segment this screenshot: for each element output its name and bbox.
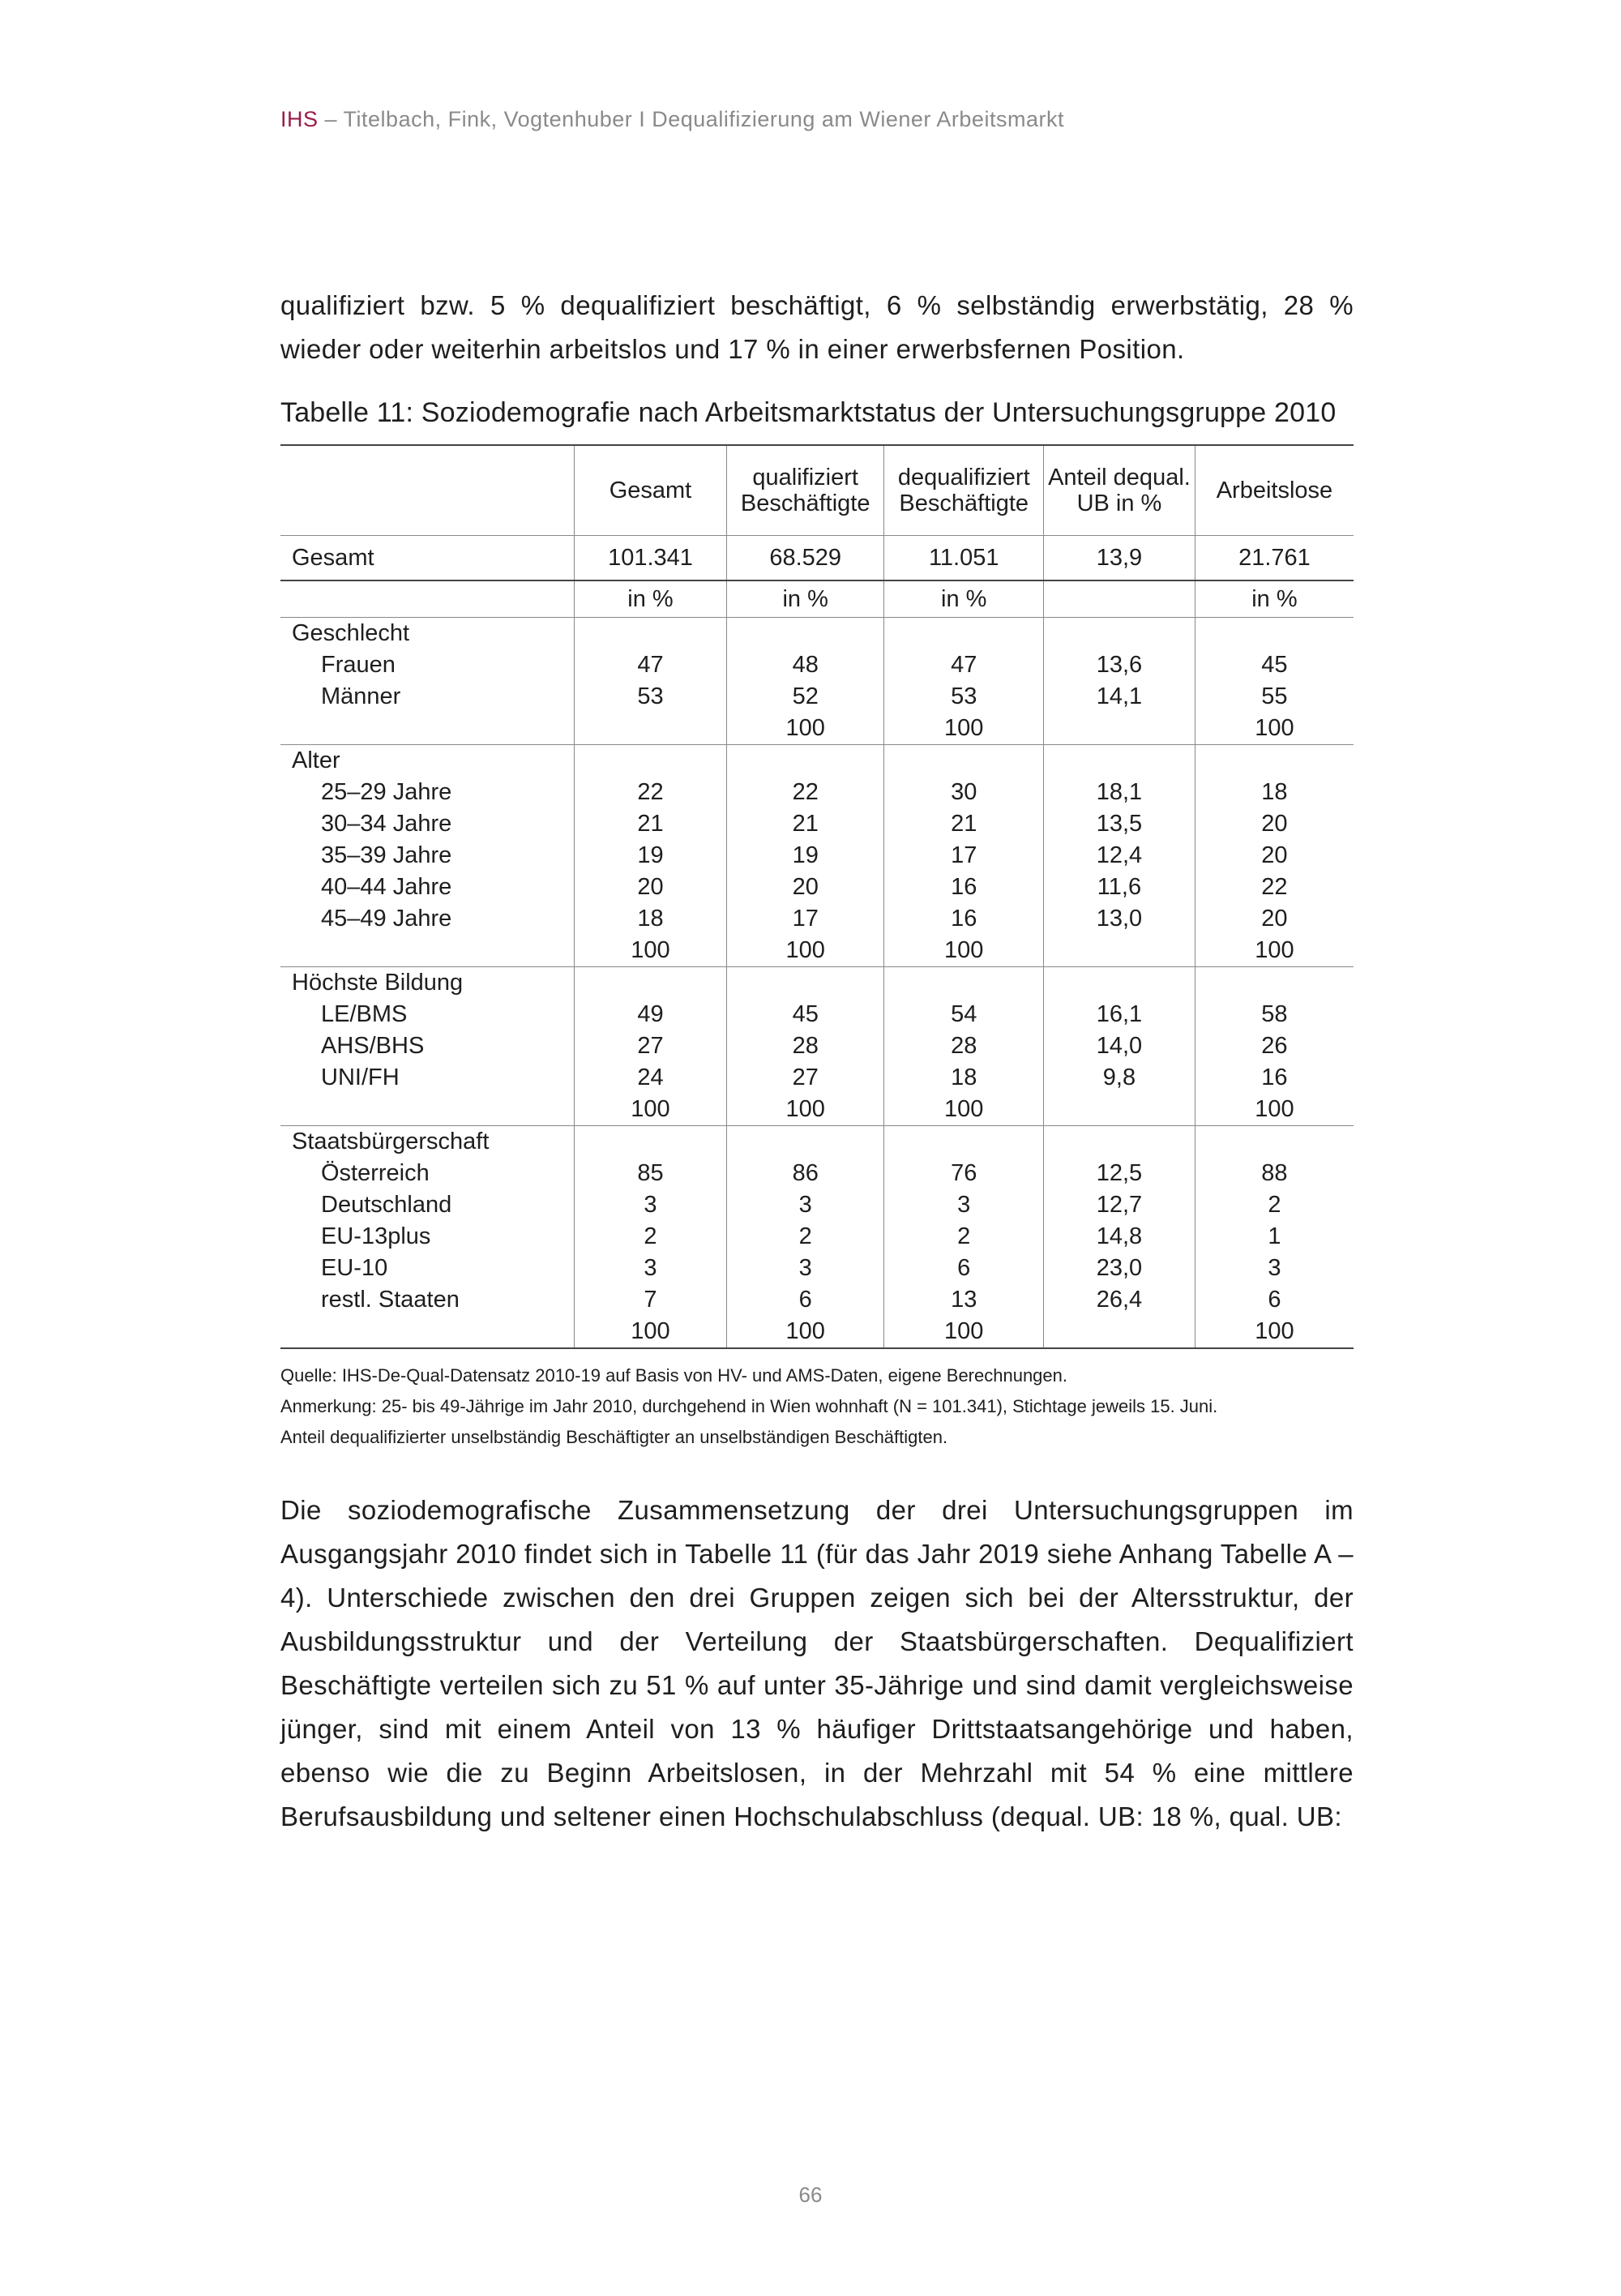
cell-value [1044, 935, 1195, 967]
row-label: 40–44 Jahre [280, 872, 574, 903]
cell-value: 53 [884, 681, 1044, 713]
empty-cell [574, 618, 726, 650]
cell-value: 100 [884, 1316, 1044, 1348]
cell-value: 16 [884, 903, 1044, 935]
table-row [280, 1062, 1354, 1094]
empty-cell [726, 745, 883, 777]
table-row [280, 999, 1354, 1030]
cell-value: 100 [884, 1094, 1044, 1126]
cell-value: 100 [884, 935, 1044, 967]
cell-value: 3 [726, 1253, 883, 1284]
cell-value: 58 [1261, 1001, 1288, 1027]
empty-cell [1195, 618, 1354, 650]
cell-value: 48 [726, 649, 883, 681]
cell-value: 18 [574, 903, 726, 935]
table-row [280, 808, 1354, 840]
cell-value: 21.761 [1195, 536, 1354, 581]
cell-value: 100 [1195, 935, 1354, 967]
group-title-row [280, 1126, 1354, 1159]
cell-value: 68.529 [726, 536, 883, 581]
cell-value: 100 [884, 713, 1044, 745]
note-source: Quelle: IHS-De-Qual-Datensatz 2010-19 auf Basis von HV- und AMS-Daten, eigene Berechnungen. [280, 1365, 1067, 1386]
cell-value: 3 [574, 1253, 726, 1284]
cell-value: 6 [726, 1284, 883, 1316]
row-label: Deutschland [280, 1189, 574, 1221]
header-cell: Gesamt [574, 445, 726, 536]
row-label: EU-13plus [280, 1221, 574, 1253]
cell-value [574, 713, 726, 745]
cell-value: 23,0 [1044, 1253, 1195, 1284]
table-notes [280, 1360, 1354, 1453]
header-cell: Anteil dequal. UB in % [1044, 445, 1195, 536]
row-label: Österreich [280, 1158, 574, 1189]
empty-cell [726, 618, 883, 650]
row-label: Männer [280, 681, 574, 713]
empty-cell [726, 1126, 883, 1159]
table-row [280, 1158, 1354, 1189]
cell-value: 21 [884, 808, 1044, 840]
row-label: Frauen [280, 649, 574, 681]
cell-value: 3 [726, 1189, 883, 1221]
cell-value: 19 [726, 840, 883, 872]
cell-value: 7 [574, 1284, 726, 1316]
row-label: UNI/FH [280, 1062, 574, 1094]
table-row [280, 777, 1354, 808]
cell-value: 13,0 [1044, 903, 1195, 935]
row-label: 35–39 Jahre [280, 840, 574, 872]
row-label: restl. Staaten [280, 1284, 574, 1316]
table-row [280, 713, 1354, 745]
cell-value: 19 [574, 840, 726, 872]
table-row [280, 1221, 1354, 1253]
cell-value: 20 [574, 872, 726, 903]
cell-value: 100 [726, 1316, 883, 1348]
cell-value: 2 [1268, 1192, 1281, 1218]
row-label [280, 713, 574, 745]
intro-paragraph: qualifiziert bzw. 5 % dequalifiziert beschäftigt, 6 % selbständig erwerbstätig, 28 % wieder oder weiterhin arbeitslos und 17 % in einer erwerbsfernen Position. [280, 290, 1354, 364]
cell-value: 2 [574, 1221, 726, 1253]
cell-value: 22 [1261, 874, 1288, 900]
note-remark: Anmerkung: 25- bis 49-Jährige im Jahr 2010, durchgehend in Wien wohnhaft (N = 101.341), Stichtage jeweils 15. Juni. [280, 1396, 1218, 1416]
row-label: 30–34 Jahre [280, 808, 574, 840]
row-label: 25–29 Jahre [280, 777, 574, 808]
cell-value: 45 [726, 999, 883, 1030]
unit-cell: in % [726, 580, 883, 618]
running-header [280, 107, 1064, 132]
table-row [280, 872, 1354, 903]
row-label: AHS/BHS [280, 1030, 574, 1062]
table-caption: Tabelle 11: Soziodemografie nach Arbeitsmarktstatus der Untersuchungsgruppe 2010 [280, 397, 1337, 428]
empty-cell [574, 967, 726, 1000]
row-label [280, 935, 574, 967]
note-definition: Anteil dequalifizierter unselbständig Beschäftigter an unselbständigen Beschäftigten. [280, 1427, 948, 1447]
empty-cell [884, 618, 1044, 650]
cell-value: 18 [884, 1062, 1044, 1094]
cell-value: 54 [884, 999, 1044, 1030]
empty-cell [884, 967, 1044, 1000]
cell-value: 28 [726, 1030, 883, 1062]
unit-cell: in % [884, 580, 1044, 618]
cell-value: 30 [884, 777, 1044, 808]
empty-cell [1195, 1126, 1354, 1159]
table-row [280, 681, 1354, 713]
cell-value: 11.051 [884, 536, 1044, 581]
row-label [280, 1316, 574, 1348]
table-header-row [280, 445, 1354, 536]
cell-value: 3 [1268, 1255, 1281, 1281]
header-cell: dequalifiziert Beschäftigte [884, 445, 1044, 536]
empty-cell [884, 1126, 1044, 1159]
row-label [280, 1094, 574, 1126]
unit-cell [1044, 580, 1195, 618]
cell-value: 20 [1261, 811, 1288, 837]
cell-value: 1 [1268, 1223, 1281, 1249]
cell-value: 100 [726, 713, 883, 745]
table-row [280, 1284, 1354, 1316]
table-row [280, 840, 1354, 872]
table-row [280, 1316, 1354, 1348]
header-cell: Arbeitslose [1195, 445, 1354, 536]
cell-value: 16,1 [1044, 999, 1195, 1030]
cell-value [1044, 1094, 1195, 1126]
cell-value: 17 [884, 840, 1044, 872]
unit-cell [280, 580, 574, 618]
cell-value: 28 [884, 1030, 1044, 1062]
empty-cell [884, 745, 1044, 777]
cell-value: 13,9 [1044, 536, 1195, 581]
header-title: – Titelbach, Fink, Vogtenhuber I Dequalifizierung am Wiener Arbeitsmarkt [318, 107, 1064, 131]
cell-value: 20 [1261, 842, 1288, 868]
cell-value: 47 [884, 649, 1044, 681]
group-title: Staatsbürgerschaft [280, 1126, 574, 1159]
empty-cell [726, 967, 883, 1000]
table-row [280, 1189, 1354, 1221]
sociodemographic-table [280, 444, 1354, 1349]
row-label: EU-10 [280, 1253, 574, 1284]
unit-row [280, 580, 1354, 618]
cell-value: 22 [574, 777, 726, 808]
row-label: LE/BMS [280, 999, 574, 1030]
cell-value: 12,5 [1044, 1158, 1195, 1189]
row-label: Gesamt [280, 536, 574, 581]
group-title: Höchste Bildung [280, 967, 574, 1000]
group-title-row [280, 618, 1354, 650]
cell-value: 100 [1195, 713, 1354, 745]
cell-value: 21 [574, 808, 726, 840]
table-row [280, 1253, 1354, 1284]
cell-value: 3 [574, 1189, 726, 1221]
cell-value: 2 [726, 1221, 883, 1253]
cell-value: 55 [1261, 683, 1288, 709]
cell-value: 20 [726, 872, 883, 903]
group-title: Geschlecht [280, 618, 574, 650]
cell-value: 85 [574, 1158, 726, 1189]
table-row [280, 935, 1354, 967]
cell-value: 2 [884, 1221, 1044, 1253]
cell-value: 20 [1261, 906, 1288, 932]
empty-cell [574, 745, 726, 777]
cell-value: 88 [1261, 1160, 1288, 1186]
body-paragraph: Die soziodemografische Zusammensetzung der drei Untersuchungsgruppen im Ausgangsjahr 2010 findet sich in Tabelle 11 (für das Jahr 2019 siehe Anhang Tabelle A – 4). Unterschiede zwischen den drei Gruppen zeigen sich bei der Altersstruktur, der Ausbildungsstruktur und der Verteilung der Staatsbürgerschaften. Dequalifiziert Beschäftigte verteilen sich zu 51 % auf unter 35-Jährige und sind damit vergleichsweise jünger, sind mit einem Anteil von 13 % häufiger Drittstaatsangehörige und haben, ebenso wie die zu Beginn Arbeitslosen, in der Mehrzahl mit 54 % eine mittlere Berufsausbildung und seltener einen Hochschulabschluss (dequal. UB: 18 %, qual. UB: [280, 1495, 1354, 1831]
row-label: 45–49 Jahre [280, 903, 574, 935]
cell-value: 52 [726, 681, 883, 713]
cell-value: 9,8 [1044, 1062, 1195, 1094]
table-row [280, 649, 1354, 681]
cell-value: 6 [884, 1253, 1044, 1284]
cell-value: 13,5 [1044, 808, 1195, 840]
cell-value: 100 [1195, 1094, 1354, 1126]
cell-value: 100 [726, 1094, 883, 1126]
cell-value: 18 [1261, 779, 1288, 805]
cell-value: 27 [726, 1062, 883, 1094]
cell-value: 12,4 [1044, 840, 1195, 872]
cell-value [1044, 713, 1195, 745]
cell-value: 6 [1268, 1287, 1281, 1313]
cell-value: 14,0 [1044, 1030, 1195, 1062]
header-cell [280, 445, 574, 536]
cell-value: 26,4 [1044, 1284, 1195, 1316]
unit-cell: in % [574, 580, 726, 618]
table-row [280, 1094, 1354, 1126]
cell-value: 100 [574, 1316, 726, 1348]
group-title-row [280, 745, 1354, 777]
table-row [280, 1030, 1354, 1062]
cell-value: 86 [726, 1158, 883, 1189]
cell-value: 53 [574, 681, 726, 713]
empty-cell [1044, 967, 1195, 1000]
cell-value: 49 [574, 999, 726, 1030]
table-row [280, 903, 1354, 935]
empty-cell [574, 1126, 726, 1159]
unit-cell: in % [1195, 580, 1354, 618]
cell-value: 16 [1261, 1064, 1288, 1090]
cell-value: 17 [726, 903, 883, 935]
group-title-row [280, 967, 1354, 1000]
cell-value: 27 [574, 1030, 726, 1062]
cell-value: 101.341 [574, 536, 726, 581]
header-cell: qualifiziert Beschäftigte [726, 445, 883, 536]
empty-cell [1044, 745, 1195, 777]
cell-value: 13,6 [1044, 649, 1195, 681]
cell-value: 76 [884, 1158, 1044, 1189]
cell-value: 16 [884, 872, 1044, 903]
cell-value: 45 [1261, 652, 1288, 678]
header-brand: IHS [280, 107, 319, 131]
group-title: Alter [280, 745, 574, 777]
cell-value: 13 [884, 1284, 1044, 1316]
cell-value: 14,8 [1044, 1221, 1195, 1253]
cell-value: 100 [574, 1094, 726, 1126]
empty-cell [1195, 967, 1354, 1000]
cell-value: 18,1 [1044, 777, 1195, 808]
cell-value: 24 [574, 1062, 726, 1094]
empty-cell [1044, 1126, 1195, 1159]
cell-value: 22 [726, 777, 883, 808]
cell-value: 14,1 [1044, 681, 1195, 713]
cell-value [1044, 1316, 1195, 1348]
cell-value: 12,7 [1044, 1189, 1195, 1221]
page-number: 66 [798, 2182, 823, 2207]
total-row [280, 536, 1354, 581]
cell-value: 21 [726, 808, 883, 840]
empty-cell [1044, 618, 1195, 650]
cell-value: 100 [726, 935, 883, 967]
cell-value: 11,6 [1044, 872, 1195, 903]
empty-cell [1195, 745, 1354, 777]
cell-value: 26 [1261, 1033, 1288, 1059]
cell-value: 100 [574, 935, 726, 967]
cell-value: 100 [1195, 1316, 1354, 1348]
cell-value: 47 [574, 649, 726, 681]
cell-value: 3 [884, 1189, 1044, 1221]
